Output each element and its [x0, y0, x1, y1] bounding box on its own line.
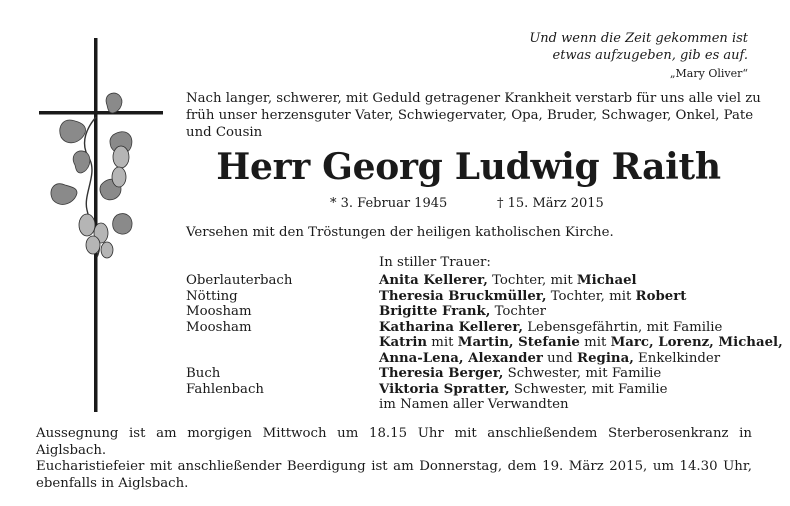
place-item: Buch	[186, 366, 221, 381]
death-date: † 15. März 2015	[497, 196, 604, 211]
mourner-relation: mit	[579, 335, 611, 350]
place-item	[186, 397, 292, 413]
mourner-name: Anna-Lena, Alexander	[379, 350, 543, 366]
mourner-relation: Schwester, mit Familie	[503, 366, 662, 381]
mourner-line	[379, 397, 783, 413]
mourner-name: Michael	[576, 273, 637, 288]
mourner-name: Theresia Berger,	[379, 366, 504, 381]
mourner-relation: Lebensgefährtin, mit Familie	[523, 319, 723, 335]
quote-block	[418, 30, 748, 82]
funeral-line-2: Eucharistiefeier mit anschließender Beerdigung ist am Donnerstag, dem 19. März 2015, um 14.30 Uhr,	[36, 459, 752, 474]
mourner-name: Robert	[635, 288, 687, 304]
intro-line-3: und Cousin	[186, 125, 263, 140]
place-item: Oberlauterbach	[186, 273, 293, 288]
mourning-title: In stiller Trauer:	[379, 255, 491, 270]
intro-text	[186, 90, 761, 141]
mourner-name: Regina,	[577, 350, 634, 366]
place-item	[186, 351, 292, 367]
place-item: Nötting	[186, 288, 238, 304]
funeral-info	[36, 426, 752, 492]
place-item: Moosham	[186, 319, 252, 335]
mourner-name: Anita Kellerer,	[379, 273, 488, 288]
mourners-column	[379, 273, 783, 413]
intro-line-2: früh unser herzensguter Vater, Schwiegervater, Opa, Bruder, Schwager, Onkel, Pate	[186, 108, 754, 123]
mourner-relation: und	[542, 350, 578, 366]
mourner-relation: Tochter, mit	[546, 288, 636, 304]
mourner-relation: Schwester, mit Familie	[509, 381, 668, 397]
deceased-name: Herr Georg Ludwig Raith	[216, 146, 721, 188]
mourner-relation: Tochter, mit	[487, 273, 577, 288]
mourner-line	[379, 320, 783, 336]
place-item: Moosham	[186, 304, 252, 319]
mourner-relation: mit	[427, 335, 458, 350]
mourner-name: Brigitte Frank,	[379, 304, 491, 319]
funeral-line-3: ebenfalls in Aiglsbach.	[36, 475, 189, 491]
mourner-name: Marc, Lorenz, Michael,	[610, 335, 783, 350]
mourner-line	[379, 366, 783, 382]
mourner-relation: Tochter	[490, 304, 547, 319]
mourner-line	[379, 351, 783, 367]
mourner-line	[379, 304, 783, 320]
quote-author: „Mary Oliver“	[669, 67, 748, 80]
mourner-name: Viktoria Spratter,	[379, 381, 510, 397]
place-item: Fahlenbach	[186, 381, 264, 397]
intro-line-1: Nach langer, schwerer, mit Geduld getragener Krankheit verstarb für uns alle viel zu	[186, 91, 761, 106]
quote-line-1: Und wenn die Zeit gekommen ist	[529, 31, 748, 46]
place-item	[186, 335, 292, 351]
mourner-relation: im Namen aller Verwandten	[379, 397, 569, 412]
mourner-name: Theresia Bruckmüller,	[379, 288, 547, 304]
places-column	[186, 273, 292, 413]
birth-date: * 3. Februar 1945	[330, 196, 448, 211]
mourner-name: Katrin	[379, 335, 428, 350]
mourner-relation: Enkelkinder	[633, 350, 721, 366]
cross-with-hops-icon	[35, 35, 165, 415]
mourner-line	[379, 382, 783, 398]
mourner-name: Martin, Stefanie	[457, 335, 580, 350]
funeral-line-1: Aussegnung ist am morgigen Mittwoch um 18.15 Uhr mit anschließendem Sterberosenkranz in Aiglsbach.	[36, 426, 752, 458]
mourner-line	[379, 289, 783, 305]
mourner-line	[379, 335, 783, 351]
mourner-line	[379, 273, 783, 289]
sacrament-line: Versehen mit den Tröstungen der heiligen katholischen Kirche.	[186, 225, 614, 240]
mourner-name: Katharina Kellerer,	[379, 319, 523, 335]
quote-line-2: etwas aufzugeben, gib es auf.	[552, 48, 748, 63]
